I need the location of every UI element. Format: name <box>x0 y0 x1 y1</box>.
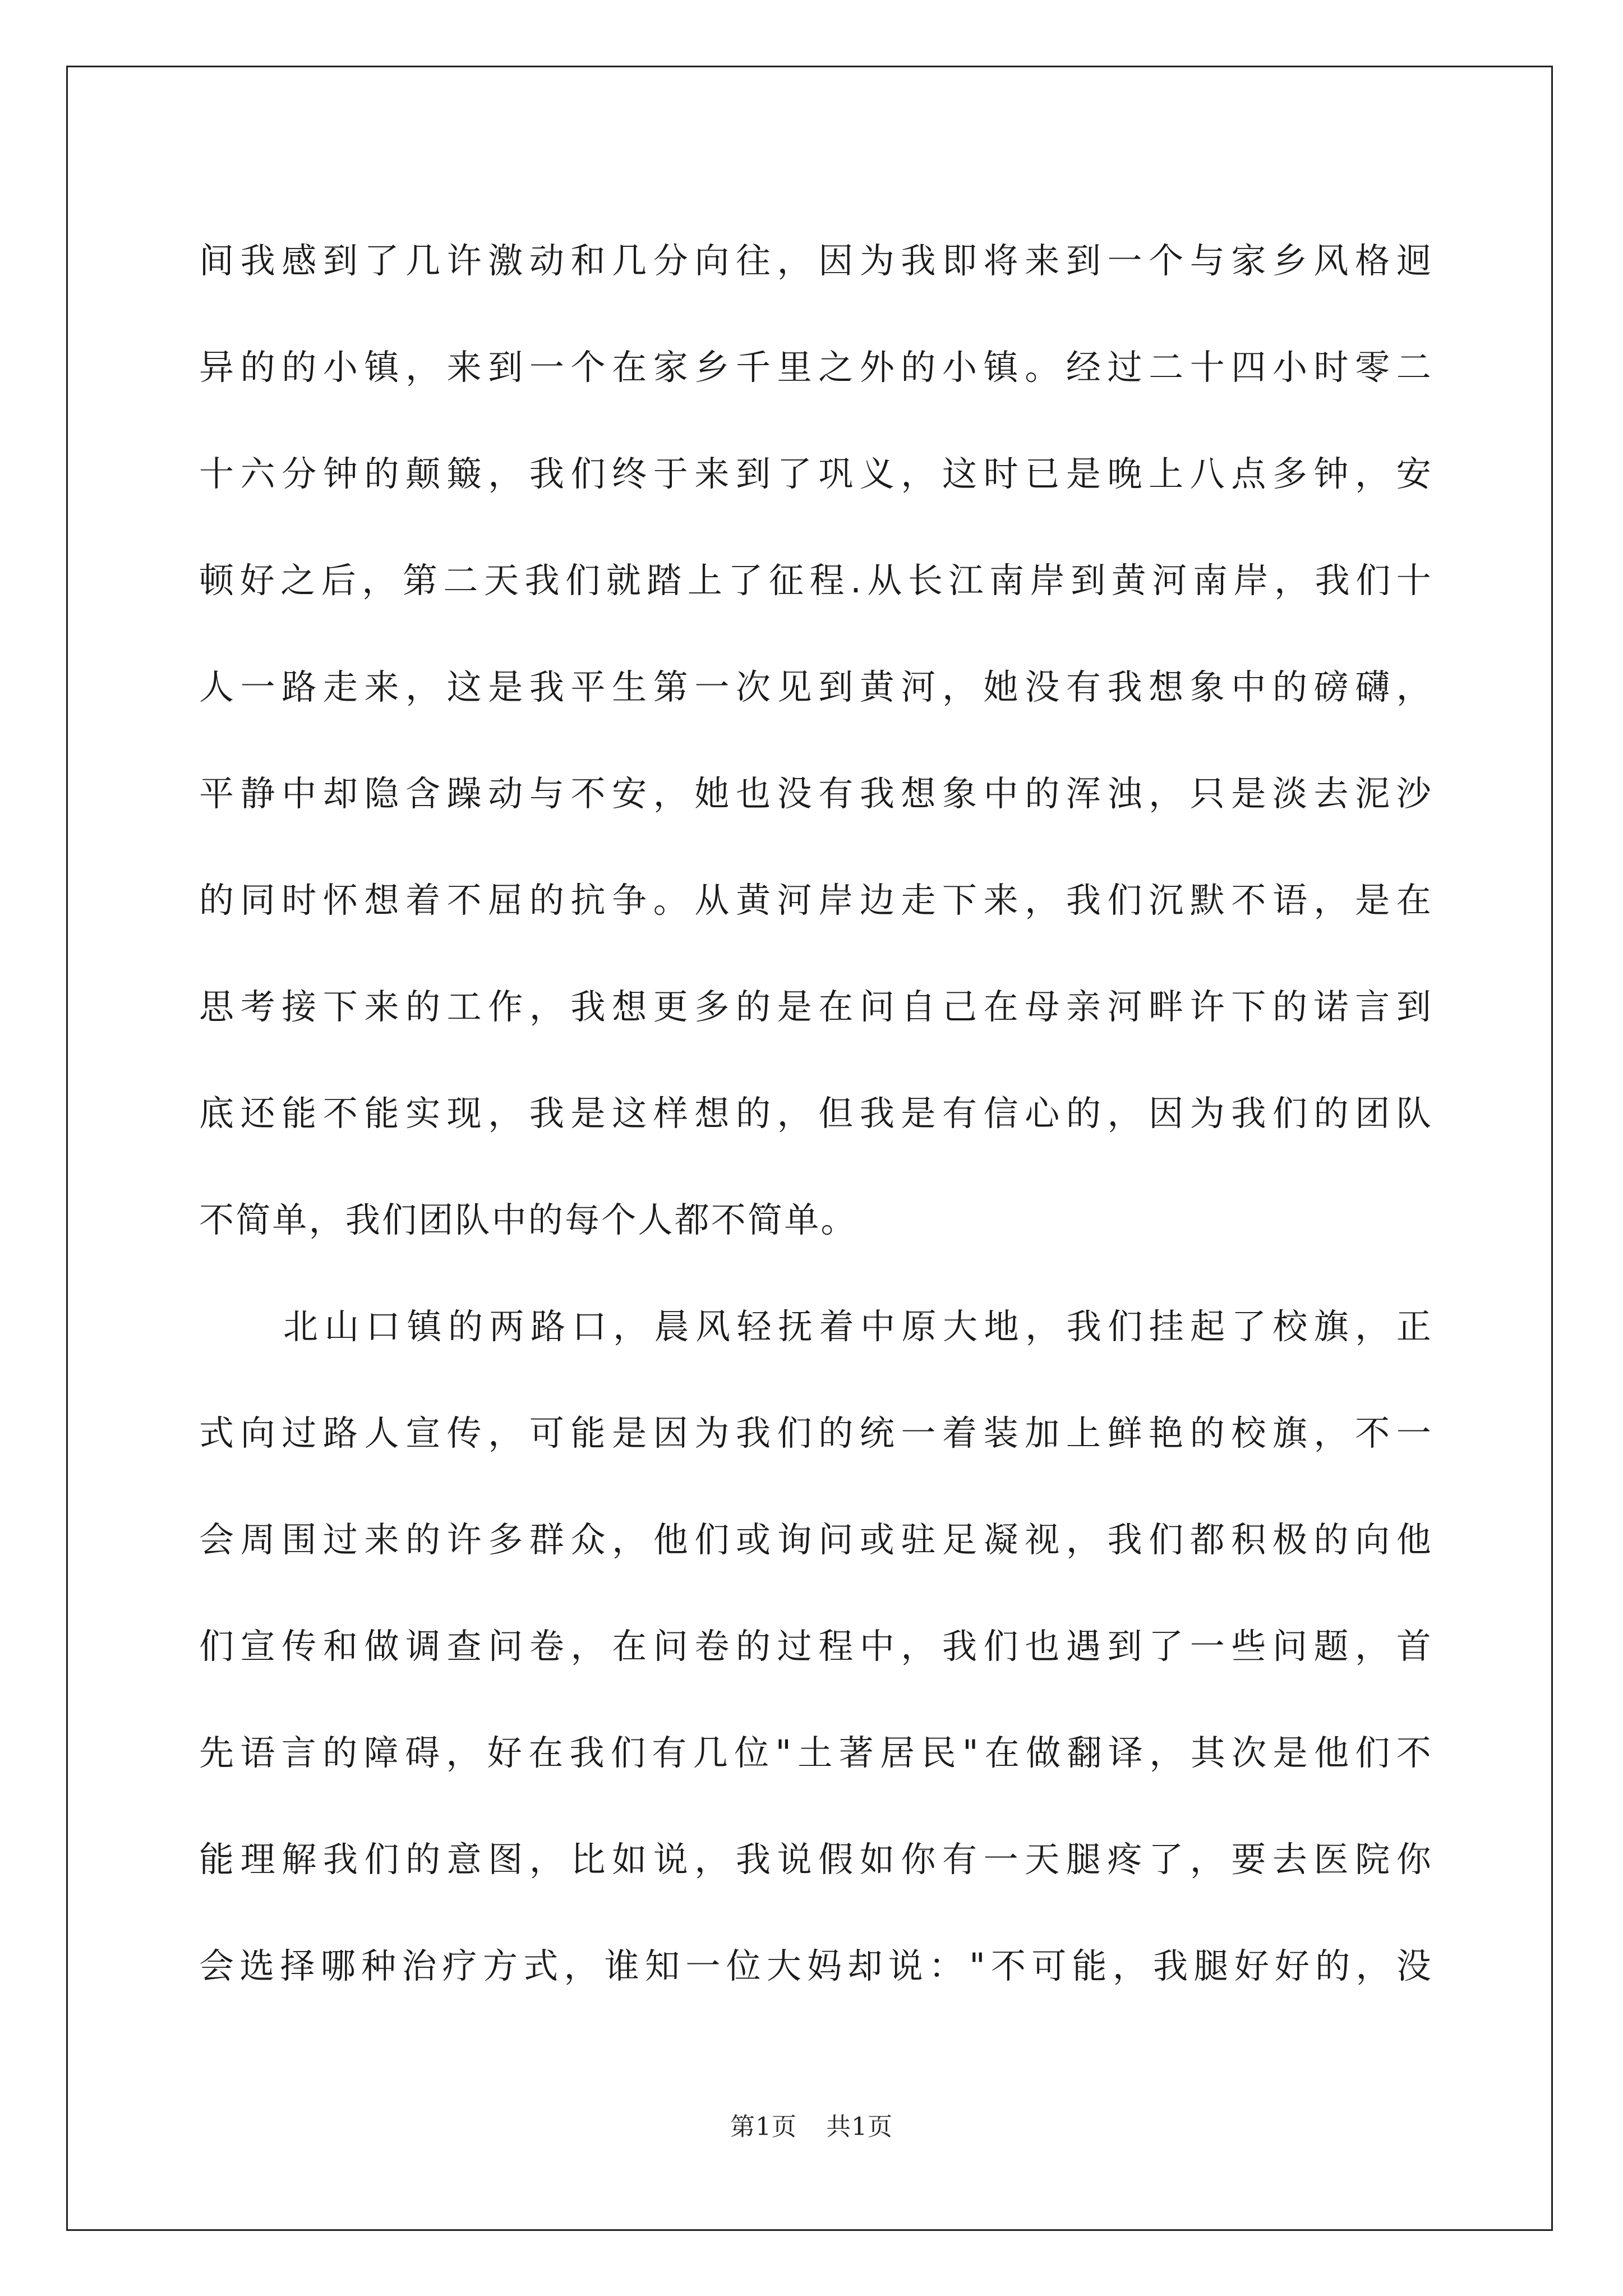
text-line: 式向过路人宣传，可能是因为我们的统一着装加上鲜艳的校旗，不一 <box>199 1412 1433 1453</box>
text-line: 们宣传和做调查问卷，在问卷的过程中，我们也遇到了一些问题，首 <box>199 1626 1433 1667</box>
text-line: 思考接下来的工作，我想更多的是在问自己在母亲河畔许下的诺言到 <box>199 986 1433 1027</box>
text-line: 异的的小镇，来到一个在家乡千里之外的小镇。经过二十四小时零二 <box>199 347 1433 388</box>
text-line: 会周围过来的许多群众，他们或询问或驻足凝视，我们都积极的向他 <box>199 1519 1433 1560</box>
paragraph-first-line: 北山口镇的两路口，晨风轻抚着中原大地，我们挂起了校旗，正 <box>283 1306 1433 1347</box>
text-line: 会选择哪种治疗方式，谁知一位大妈却说："不可能，我腿好好的，没 <box>199 1945 1433 1986</box>
text-line: 间我感到了几许激动和几分向往，因为我即将来到一个与家乡风格迥 <box>199 240 1433 281</box>
document-body <box>199 208 1433 2019</box>
text-line: 底还能不能实现，我是这样想的，但我是有信心的，因为我们的团队 <box>199 1093 1433 1134</box>
text-line: 顿好之后，第二天我们就踏上了征程.从长江南岸到黄河南岸，我们十 <box>199 560 1433 601</box>
page-footer <box>0 2106 1623 2142</box>
paragraph-end-line: 不简单，我们团队中的每个人都不简单。 <box>199 1199 857 1240</box>
text-line: 平静中却隐含躁动与不安，她也没有我想象中的浑浊，只是淡去泥沙 <box>199 773 1433 814</box>
text-line: 十六分钟的颠簸，我们终于来到了巩义，这时已是晚上八点多钟，安 <box>199 453 1433 494</box>
text-line: 能理解我们的意图，比如说，我说假如你有一天腿疼了，要去医院你 <box>199 1839 1433 1880</box>
text-line: 人一路走来，这是我平生第一次见到黄河，她没有我想象中的磅礴， <box>199 666 1433 707</box>
page-number: 第1页 <box>730 2113 797 2141</box>
text-line: 的同时怀想着不屈的抗争。从黄河岸边走下来，我们沉默不语，是在 <box>199 880 1433 921</box>
page-total: 共1页 <box>826 2113 893 2141</box>
text-line: 先语言的障碍，好在我们有几位"土著居民"在做翻译，其次是他们不 <box>199 1732 1433 1773</box>
